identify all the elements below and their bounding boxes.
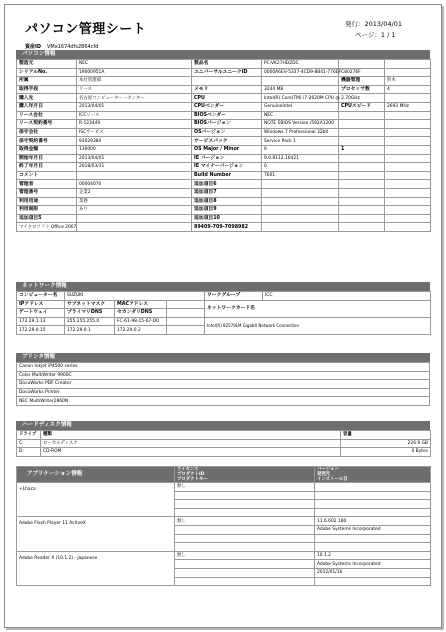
- apps-header-title: アプリケーション情報: [17, 467, 175, 483]
- pc-info-cell: 保守契約番号: [17, 137, 77, 146]
- pc-info-cell: サービスパック: [192, 137, 262, 146]
- pc-info-cell: 93029384: [77, 137, 192, 146]
- app-version: [315, 483, 431, 492]
- printer-row: [17, 397, 430, 406]
- pc-info-cell: 1: [339, 145, 385, 154]
- pc-info-table: [16, 59, 431, 232]
- pc-info-cell: NEC: [77, 60, 192, 69]
- section-printer: プリンタ情報: [16, 353, 430, 362]
- pc-info-cell: 2018/03/31: [77, 163, 192, 172]
- pc-info-cell: [385, 120, 431, 129]
- disk-header-size: 容量: [341, 431, 431, 440]
- pc-info-cell: 鈴木: [385, 77, 431, 86]
- pc-info-cell: [77, 171, 192, 180]
- pc-info-row: [17, 68, 431, 77]
- app-install: [315, 534, 431, 543]
- pc-info-cell: NOTE EBIOS Version /592A1200: [262, 120, 339, 129]
- pc-info-row: [17, 111, 431, 120]
- pc-info-cell: 購入先: [17, 94, 77, 103]
- pc-info-cell: 130000: [77, 145, 192, 154]
- disk-cell: 226.9 GB: [341, 439, 431, 448]
- pc-info-cell: マイクロソフト Office 2007: [17, 223, 77, 232]
- apps-header: [17, 467, 431, 483]
- app-name: Adobe Flash Player 11 ActiveX: [17, 517, 175, 551]
- app-productid: [175, 491, 315, 500]
- pc-info-cell: 名古屋コンピューター・センター: [77, 94, 192, 103]
- pc-info-cell: [262, 77, 339, 86]
- pc-info-row: [17, 171, 431, 180]
- mac-label: MACアドレス: [115, 300, 167, 309]
- section-network: ネットワーク情報: [16, 282, 430, 291]
- pc-info-cell: 2013/04/01: [77, 154, 192, 163]
- pc-info-row: [17, 120, 431, 129]
- printer-name: DocuWorks PDF Creator: [17, 380, 430, 389]
- pc-info-cell: OSバージョン: [192, 128, 262, 137]
- card-value: Intel(R) 82579LM Gigabit Network Connection: [205, 317, 431, 334]
- pc-info-cell: IE バージョン: [192, 154, 262, 163]
- pc-info-cell: BIOSバージョン: [192, 120, 262, 129]
- pc-info-cell: [339, 180, 385, 189]
- disk-cell: C:: [17, 439, 41, 448]
- pc-info-row: [17, 206, 431, 215]
- pc-info-cell: 追加項目8: [192, 197, 262, 206]
- app-license: 無し: [175, 517, 315, 526]
- pc-info-cell: [385, 60, 431, 69]
- pc-info-cell: メモリ: [192, 85, 262, 94]
- app-row: [17, 483, 431, 492]
- pc-info-cell: 管理者: [17, 180, 77, 189]
- pc-info-cell: 購入年月日: [17, 102, 77, 111]
- pc-info-cell: 製造元: [17, 60, 77, 69]
- app-install: [315, 500, 431, 509]
- pc-info-row: [17, 60, 431, 69]
- app-productkey: [175, 500, 315, 509]
- pc-info-cell: [385, 197, 431, 206]
- app-productid: [175, 560, 315, 569]
- pc-info-cell: [339, 197, 385, 206]
- printer-name: NEC MultiWriter2860N: [17, 397, 430, 406]
- pc-info-row: [17, 214, 431, 223]
- printer-row: [17, 371, 430, 380]
- pc-info-cell: [385, 94, 431, 103]
- app-row: [17, 517, 431, 526]
- printer-row: [17, 380, 430, 389]
- apps-table: [16, 466, 431, 586]
- network-row-labels1: [17, 300, 431, 309]
- pc-info-row: [17, 102, 431, 111]
- pc-info-cell: R-123449: [77, 120, 192, 129]
- app-productkey: [175, 534, 315, 543]
- pc-info-cell: [262, 180, 339, 189]
- workgroup: ICC: [263, 292, 431, 301]
- pc-info-cell: あり: [77, 206, 192, 215]
- pc-info-cell: 機器管理: [339, 77, 385, 86]
- pc-info-cell: コメント: [17, 171, 77, 180]
- pc-info-cell: [339, 206, 385, 215]
- disk-header: [17, 431, 431, 440]
- pc-info-cell: プロセッサ数: [339, 85, 385, 94]
- network-row-values1: [17, 317, 431, 326]
- pc-info-cell: [339, 137, 385, 146]
- app-version: 10.1.2: [315, 551, 431, 560]
- asset-id: 資産ID VMx1674dfs2864cfd: [25, 44, 99, 50]
- pc-info-cell: CPUスピード: [339, 102, 385, 111]
- pc-info-cell: IE マイナーバージョン: [192, 163, 262, 172]
- pc-info-cell: [385, 180, 431, 189]
- pc-info-cell: 追加項目9: [192, 206, 262, 215]
- gw-value: 172.29.0.15: [17, 326, 65, 335]
- workgroup-label: ワークグループ: [205, 292, 263, 301]
- pc-info-cell: 追加項目10: [192, 214, 262, 223]
- pc-info-row: [17, 85, 431, 94]
- apps-header-version: バージョン 発売元 インストール日: [315, 467, 431, 483]
- dns2-label: セカンダリDNS: [115, 309, 167, 318]
- network-row-computer: [17, 292, 431, 301]
- app-spacer: [315, 543, 431, 552]
- pc-info-cell: リース: [77, 85, 192, 94]
- disk-cell: 0 Bytes: [341, 448, 431, 457]
- pc-info-cell: 4: [385, 85, 431, 94]
- pc-info-cell: [192, 77, 262, 86]
- pc-info-row: [17, 145, 431, 154]
- dns2-value: 172.29.0.2: [115, 326, 167, 335]
- printer-name: Canon Inkjet iP4500 series: [17, 363, 430, 372]
- pc-info-cell: リース契約番号: [17, 120, 77, 129]
- pc-info-cell: [385, 128, 431, 137]
- pc-info-cell: PC-VK27HDZDC: [262, 60, 339, 69]
- pc-info-cell: Windows 7 Professional 32bit: [262, 128, 339, 137]
- mask-value: 255.255.255.0: [65, 317, 115, 326]
- pc-info-cell: ISCサービス: [77, 128, 192, 137]
- app-spacer: [175, 577, 315, 586]
- pc-info-cell: 6: [262, 145, 339, 154]
- disk-row: [17, 448, 431, 457]
- app-spacer: [175, 508, 315, 517]
- pc-info-cell: [262, 197, 339, 206]
- pc-info-cell: [262, 214, 339, 223]
- pc-info-cell: [339, 188, 385, 197]
- pc-info-cell: [339, 154, 385, 163]
- pc-info-cell: 19000951A: [77, 68, 192, 77]
- pc-info-cell: 保守会社: [17, 128, 77, 137]
- pc-info-row: [17, 77, 431, 86]
- pc-info-row: [17, 223, 431, 232]
- pc-info-row: [17, 197, 431, 206]
- pc-info-cell: [262, 223, 339, 232]
- computer-name: SUZUKI: [65, 292, 205, 301]
- pc-info-cell: OS Major / Minor: [192, 145, 262, 154]
- pc-info-cell: [385, 163, 431, 172]
- ip-label: IPアドレス: [17, 300, 65, 309]
- computer-name-label: コンピューター名: [17, 292, 65, 301]
- pc-info-cell: [385, 206, 431, 215]
- pc-info-cell: 終了年月日: [17, 163, 77, 172]
- pc-info-cell: [339, 163, 385, 172]
- disk-cell: CD-ROM: [41, 448, 341, 457]
- pc-info-cell: 製品名: [192, 60, 262, 69]
- printer-name: Color MultiWriter 9900C: [17, 371, 430, 380]
- pc-info-cell: 0: [262, 163, 339, 172]
- pc-info-cell: BIOSベンダー: [192, 111, 262, 120]
- pc-info-cell: Build Number: [192, 171, 262, 180]
- pc-info-cell: 89409-709-7098982: [192, 223, 262, 232]
- card-label: ネットワークカード名: [205, 300, 431, 317]
- pc-info-cell: 開始年月日: [17, 154, 77, 163]
- pc-info-cell: [385, 111, 431, 120]
- pc-info-cell: [385, 154, 431, 163]
- pc-info-cell: [339, 60, 385, 69]
- apps-header-license: ライセンス プロダクトID プロダクトキー: [175, 467, 315, 483]
- pc-info-cell: [339, 111, 385, 120]
- pc-info-row: [17, 188, 431, 197]
- pc-info-cell: [77, 223, 192, 232]
- pc-info-cell: 7601: [262, 171, 339, 180]
- network-table: [16, 291, 431, 335]
- page-number: ページ：1 / 1: [355, 31, 396, 39]
- pc-info-cell: [77, 214, 192, 223]
- pc-info-cell: 9.0.8112.16421: [262, 154, 339, 163]
- pc-info-cell: [339, 214, 385, 223]
- app-name: Adobe Reader X (10.1.2) - Japanese: [17, 551, 175, 585]
- pc-info-cell: 2693 MHz: [385, 102, 431, 111]
- pc-info-cell: 所属: [17, 77, 77, 86]
- pc-info-cell: 利用制限: [17, 206, 77, 215]
- dns1-label: プライマリDNS: [65, 309, 115, 318]
- app-productkey: [175, 568, 315, 577]
- app-publisher: [315, 491, 431, 500]
- pc-info-cell: [385, 137, 431, 146]
- pc-info-cell: [339, 171, 385, 180]
- pc-info-cell: 追加項目6: [192, 180, 262, 189]
- app-license: 無し: [175, 551, 315, 560]
- pc-info-row: [17, 137, 431, 146]
- pc-info-row: [17, 128, 431, 137]
- app-license: 無し: [175, 483, 315, 492]
- disk-table: [16, 430, 431, 457]
- issue-date: 発行：2013/04/01: [345, 20, 402, 28]
- disk-header-type: 種類: [41, 431, 341, 440]
- app-version: 11.6.602.180: [315, 517, 431, 526]
- disk-cell: D:: [17, 448, 41, 457]
- pc-info-cell: GenuineIntel: [262, 102, 339, 111]
- section-disk: ハードディスク情報: [16, 421, 430, 430]
- printer-name: DocuWorks Printer: [17, 388, 430, 397]
- pc-info-cell: 利用用途: [17, 197, 77, 206]
- pc-info-cell: Intel(R) Core(TM) i7-2620M CPU @ 2.70GHz: [262, 94, 339, 103]
- pc-info-cell: 00004070: [77, 180, 192, 189]
- pc-info-cell: ユニバーサルユニークID: [192, 68, 262, 77]
- pc-info-cell: ICCリース: [77, 111, 192, 120]
- pc-info-cell: [262, 206, 339, 215]
- disk-cell: ローカルディスク: [41, 439, 341, 448]
- gw-label: ゲートウェイ: [17, 309, 65, 318]
- pc-info-cell: [385, 214, 431, 223]
- pc-info-cell: 企業2: [77, 188, 192, 197]
- page-title: パソコン管理シート: [25, 22, 147, 37]
- app-spacer: [315, 508, 431, 517]
- pc-info-cell: [385, 223, 431, 232]
- app-spacer: [315, 577, 431, 586]
- pc-info-cell: [339, 120, 385, 129]
- pc-info-cell: NEC: [262, 111, 339, 120]
- section-pc-info: パソコン情報: [16, 50, 430, 59]
- disk-header-drive: ドライブ: [17, 431, 41, 440]
- pc-info-cell: 本社管理部: [77, 77, 192, 86]
- pc-info-cell: [339, 223, 385, 232]
- pc-info-cell: CPU: [192, 94, 262, 103]
- app-productid: [175, 525, 315, 534]
- pc-info-cell: [385, 188, 431, 197]
- app-publisher: Adobe Systems Incorporated: [315, 525, 431, 534]
- printer-table: [16, 362, 430, 406]
- pc-info-cell: [385, 68, 431, 77]
- pc-info-cell: 取得手段: [17, 85, 77, 94]
- printer-row: [17, 363, 430, 372]
- app-name: +Lhaca: [17, 483, 175, 517]
- pc-info-row: [17, 154, 431, 163]
- pc-info-cell: Service Pack 1: [262, 137, 339, 146]
- pc-info-row: [17, 94, 431, 103]
- pc-info-cell: 取得金額: [17, 145, 77, 154]
- ip-value: 172.29.1.13: [17, 317, 65, 326]
- app-row: [17, 551, 431, 560]
- pc-info-cell: 追加項目7: [192, 188, 262, 197]
- pc-info-cell: [385, 171, 431, 180]
- pc-info-cell: [385, 145, 431, 154]
- app-publisher: Adobe Systems Incorporated: [315, 560, 431, 569]
- pc-info-cell: 0000A6EV-5337-4CD9-8B41-776EFC80276F: [262, 68, 339, 77]
- pc-info-cell: 業務: [77, 197, 192, 206]
- dns1-value: 172.29.0.1: [65, 326, 115, 335]
- pc-info-cell: [339, 128, 385, 137]
- pc-info-cell: 管理番号: [17, 188, 77, 197]
- pc-info-row: [17, 180, 431, 189]
- disk-row: [17, 439, 431, 448]
- mac-value: FC-61-98-15-67-D0: [115, 317, 167, 326]
- pc-info-cell: シリアルNo.: [17, 68, 77, 77]
- pc-info-row: [17, 163, 431, 172]
- pc-info-cell: 2013/04/01: [77, 102, 192, 111]
- app-spacer: [175, 543, 315, 552]
- pc-info-cell: [262, 188, 339, 197]
- pc-info-cell: 追加項目5: [17, 214, 77, 223]
- pc-info-cell: 3244 MB: [262, 85, 339, 94]
- app-install: 2012/01/16: [315, 568, 431, 577]
- printer-row: [17, 388, 430, 397]
- pc-info-cell: リース会社: [17, 111, 77, 120]
- pc-info-cell: CPUベンダー: [192, 102, 262, 111]
- mask-label: サブネットマスク: [65, 300, 115, 309]
